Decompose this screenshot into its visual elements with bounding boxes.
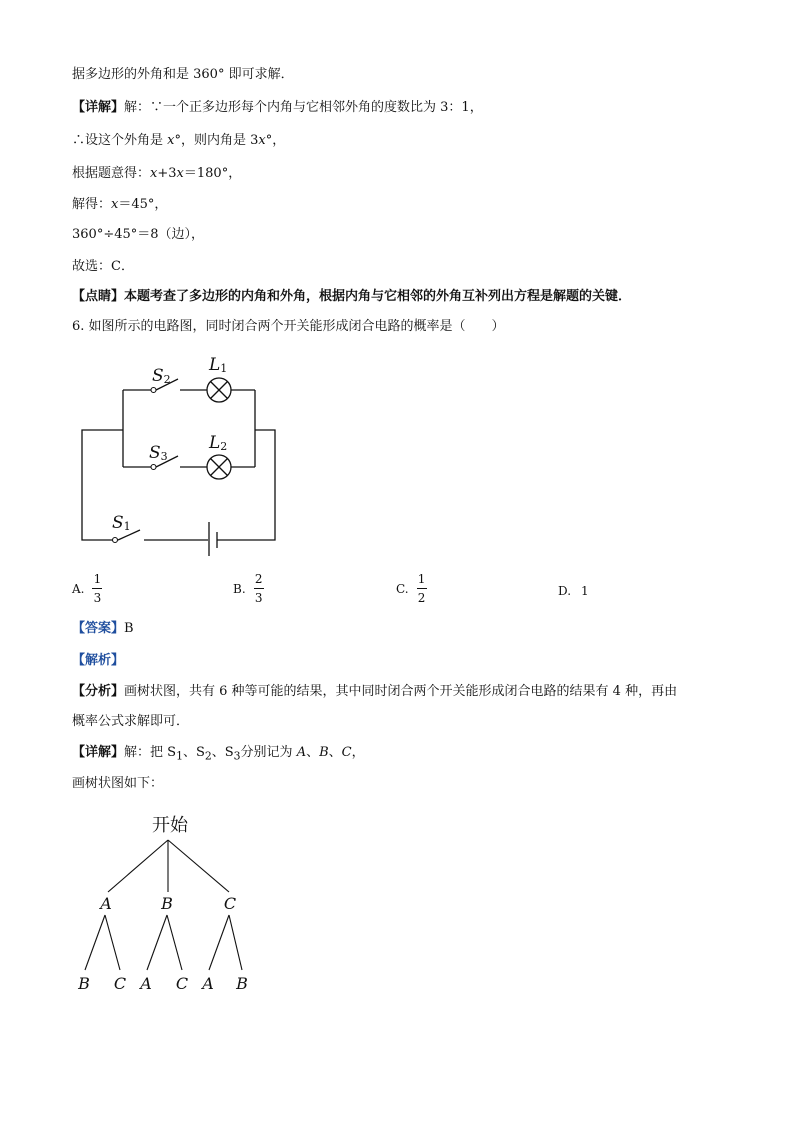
tree-node-l2: C — [175, 974, 189, 993]
fenxi-text-1: 画树状图，共有 6 种等可能的结果，其中同时闭合两个开关能形成闭合电路的结果有 4 种，再由 — [124, 684, 678, 699]
numerator: 1 — [417, 572, 426, 586]
text-seg: ＝180°， — [183, 166, 242, 181]
option-a[interactable] — [72, 572, 102, 605]
option-a-label: A. — [72, 581, 85, 596]
label-l2: L2 — [209, 433, 228, 453]
text-line-1: 据多边形的外角和是 360° 即可求解． — [72, 67, 294, 82]
text-seg: ， — [351, 745, 365, 760]
text-seg: 、 — [306, 745, 320, 760]
answer-line — [72, 620, 134, 638]
var-a: A — [296, 745, 307, 760]
text-seg: 解得： — [72, 197, 112, 212]
tree-intro: 画树状图如下： — [72, 776, 164, 791]
tree-node-l2: A — [202, 974, 214, 993]
option-d[interactable] — [558, 584, 589, 598]
fraction-bar — [417, 588, 427, 589]
numerator: 2 — [254, 572, 263, 586]
tree-node-l2: B — [78, 974, 90, 993]
fraction-bar — [254, 588, 264, 589]
tree-edge — [229, 915, 242, 970]
detail-text: 解：∵一个正多边形每个内角与它相邻外角的度数比为 3：1， — [124, 100, 483, 115]
switch-s1-contact — [113, 538, 118, 543]
var-b: B — [319, 745, 329, 760]
option-b-label: B. — [233, 581, 246, 596]
var-x: x — [150, 166, 158, 181]
tree-node-l1: B — [161, 894, 173, 913]
subscript: 3 — [233, 749, 241, 763]
text-seg: 解：把 S — [124, 745, 177, 760]
option-c[interactable] — [396, 572, 427, 605]
subscript: 2 — [204, 749, 212, 763]
var-c: C — [341, 745, 352, 760]
switch-s2-contact — [151, 388, 156, 393]
label-s1: S1 — [112, 513, 131, 533]
option-c-fraction — [417, 572, 427, 605]
fenxi-tag: 【分析】 — [72, 684, 125, 699]
text-seg: 、S — [211, 745, 234, 760]
text-line-7: 故选：C． — [72, 259, 134, 274]
analysis-heading — [72, 652, 124, 670]
option-d-label: D. — [558, 584, 572, 598]
text-seg: 根据题意得： — [72, 166, 151, 181]
text-seg: +3 — [157, 166, 177, 181]
denominator: 2 — [417, 591, 426, 605]
text-line-6: 360°÷45°＝8（边）， — [72, 227, 205, 242]
question-6: 6. 如图所示的电路图，同时闭合两个开关能形成闭合电路的概率是（ ） — [72, 319, 505, 334]
var-x: x — [167, 133, 175, 148]
tree-node-l2: A — [140, 974, 152, 993]
label-s2: S2 — [152, 366, 171, 386]
detail-line — [72, 744, 365, 766]
option-c-label: C. — [396, 581, 409, 596]
answer-tag: 【答案】 — [72, 621, 125, 636]
var-x: x — [258, 133, 266, 148]
tree-edge — [105, 915, 120, 970]
fenxi-line-2: 概率公式求解即可． — [72, 714, 190, 729]
option-a-fraction — [92, 572, 102, 605]
fraction-bar — [92, 588, 102, 589]
comment-text: 本题考查了多边形的内角和外角，根据内角与它相邻的外角互补列出方程是解题的关键． — [124, 289, 632, 304]
tree-edge — [147, 915, 167, 970]
text-seg: 、 — [328, 745, 342, 760]
comment-tag: 【点睛】 — [72, 289, 125, 304]
text-seg: °，则内角是 3 — [174, 133, 259, 148]
option-b-fraction — [254, 572, 264, 605]
answer-value: B — [124, 621, 134, 636]
label-s3: S3 — [149, 443, 168, 463]
tree-node-l2: B — [236, 974, 248, 993]
switch-s3-contact — [151, 465, 156, 470]
text-seg: °， — [265, 133, 286, 148]
tree-node-l1: C — [223, 894, 237, 913]
tree-node-l2: C — [113, 974, 127, 993]
detail-tag: 【详解】 — [72, 100, 125, 115]
tree-edge — [168, 840, 229, 892]
tree-edge — [85, 915, 105, 970]
text-seg: 分别记为 — [240, 745, 297, 760]
tree-root: 开始 — [152, 815, 188, 836]
denominator: 3 — [254, 591, 263, 605]
option-d-value: 1 — [581, 584, 589, 598]
text-seg: ∴设这个外角是 — [72, 133, 168, 148]
tree-edge — [108, 840, 168, 892]
tree-edge — [209, 915, 229, 970]
tree-node-l1: A — [100, 894, 112, 913]
var-x: x — [176, 166, 184, 181]
label-l1: L1 — [209, 355, 228, 375]
tree-diagram — [0, 800, 300, 1000]
text-seg: 、S — [182, 745, 205, 760]
detail-tag-2: 【详解】 — [72, 745, 125, 760]
fenxi-line-1 — [72, 683, 677, 701]
subscript: 1 — [176, 749, 183, 763]
analysis-tag: 【解析】 — [72, 653, 125, 668]
tree-edge — [167, 915, 182, 970]
text-seg: ＝45°， — [118, 197, 168, 212]
numerator: 1 — [93, 572, 102, 586]
option-b[interactable] — [233, 572, 264, 605]
denominator: 3 — [93, 591, 102, 605]
var-x: x — [111, 197, 119, 212]
